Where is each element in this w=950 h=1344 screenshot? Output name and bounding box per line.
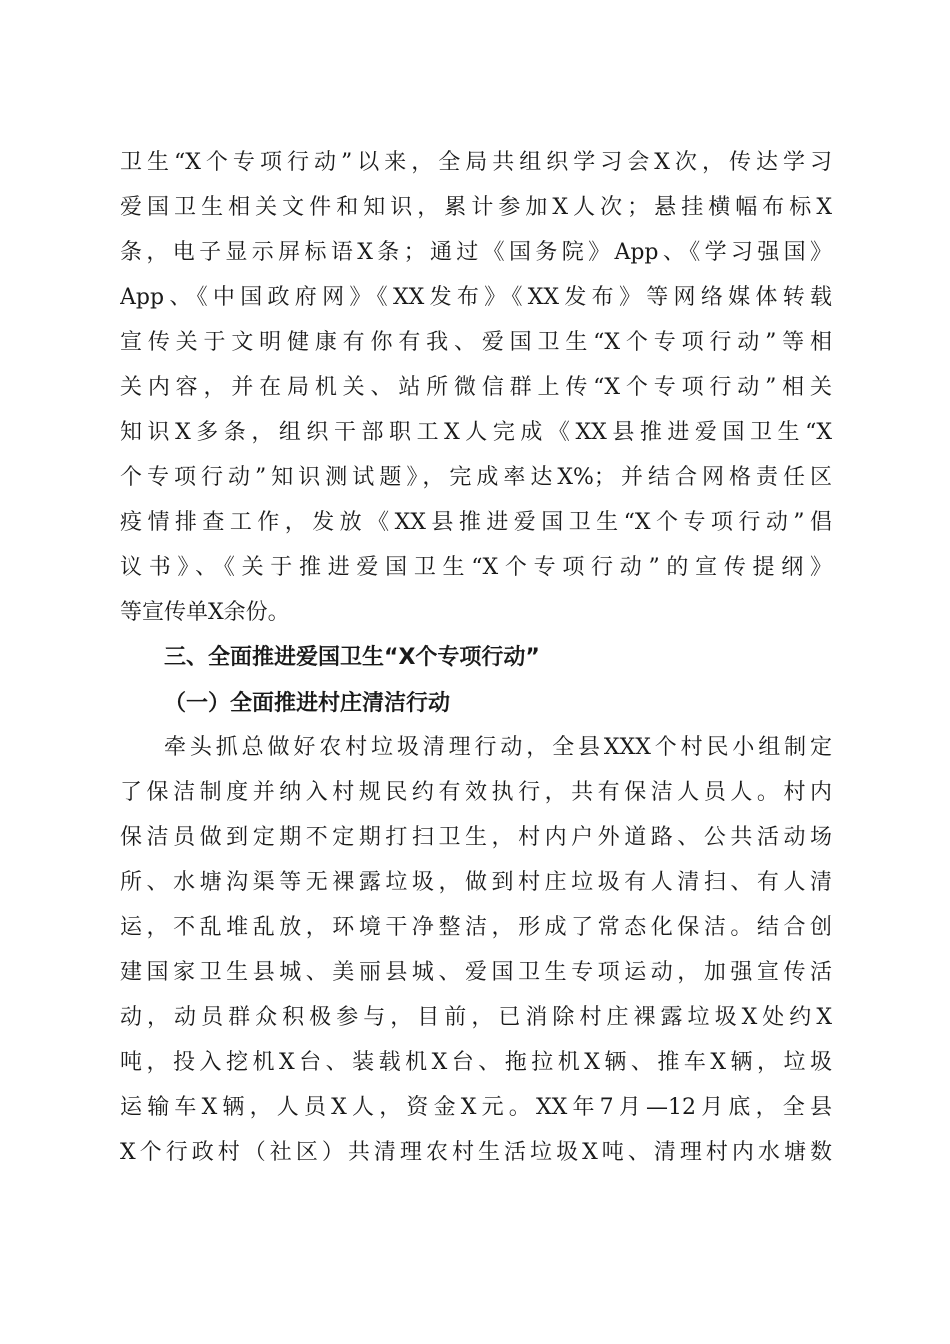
body-text-line: 疫情排查工作，发放《XX县推进爱国卫生“X个专项行动”倡 [120, 510, 832, 535]
body-text-line: 建国家卫生县城、美丽县城、爱国卫生专项运动，加强宣传活 [120, 960, 832, 985]
body-text-line: 运，不乱堆乱放，环境干净整洁，形成了常态化保洁。结合创 [120, 915, 832, 940]
body-text-line: 知识X多条，组织干部职工X人完成《XX县推进爱国卫生“X [120, 420, 832, 445]
body-text-line: 动，动员群众积极参与，目前，已消除村庄裸露垃圾X处约X [120, 1005, 832, 1030]
body-text-line: 条，电子显示屏标语X条；通过《国务院》App、《学习强国》 [120, 240, 832, 265]
body-text-line: 卫生“X个专项行动”以来，全局共组织学习会X次，传达学习 [120, 150, 832, 175]
body-text-line: 爱国卫生相关文件和知识，累计参加X人次；悬挂横幅布标X [120, 195, 832, 220]
body-text-line: 议书》、《关于推进爱国卫生“X个专项行动”的宣传提纲》 [120, 555, 832, 580]
body-text-line: 吨，投入挖机X台、装载机X台、拖拉机X辆、推车X辆，垃圾 [120, 1050, 832, 1075]
body-text-line: 等宣传单X余份。 [120, 600, 290, 625]
body-text-line: 保洁员做到定期不定期打扫卫生，村内户外道路、公共活动场 [120, 825, 832, 850]
body-text-line: App、《中国政府网》《XX发布》《XX发布》等网络媒体转载 [120, 285, 832, 310]
body-text-line: 了保洁制度并纳入村规民约有效执行，共有保洁人员人。村内 [120, 780, 832, 805]
subsection-heading: （一）全面推进村庄清洁行动 [164, 690, 451, 716]
section-heading: 三、全面推进爱国卫生“X个专项行动” [164, 645, 540, 670]
body-text-line: 牵头抓总做好农村垃圾清理行动，全县XXX个村民小组制定 [164, 735, 832, 760]
body-text-line: 宣传关于文明健康有你有我、爱国卫生“X个专项行动”等相 [120, 330, 832, 355]
body-text-line: X个行政村（社区）共清理农村生活垃圾X吨、清理村内水塘数 [120, 1140, 832, 1165]
body-text-line: 运输车X辆，人员X人，资金X元。XX年7月—12月底，全县 [120, 1095, 832, 1120]
body-text-line: 所、水塘沟渠等无裸露垃圾，做到村庄垃圾有人清扫、有人清 [120, 870, 832, 895]
body-text-line: 关内容，并在局机关、站所微信群上传“X个专项行动”相关 [120, 375, 832, 400]
body-text-line: 个专项行动”知识测试题》，完成率达X%；并结合网格责任区 [120, 465, 832, 490]
